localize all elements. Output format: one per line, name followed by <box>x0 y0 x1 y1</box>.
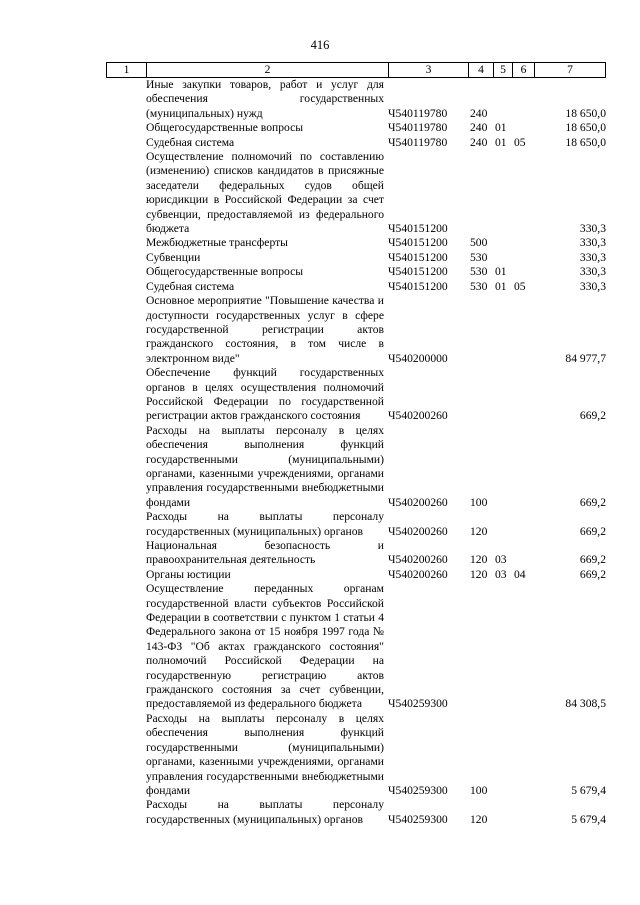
row-amount: 18 650,0 <box>565 121 606 135</box>
row-subsection: 04 <box>514 567 526 581</box>
row-expense-type: 120 <box>470 553 488 567</box>
row-expense-type: 240 <box>470 121 488 135</box>
table-row <box>106 251 606 265</box>
row-code: Ч540259300 <box>388 783 448 797</box>
row-expense-type: 530 <box>470 279 488 293</box>
row-code: Ч540200000 <box>388 351 448 365</box>
row-name: Межбюджетные трансферты <box>146 236 288 250</box>
row-name: Расходы на выплаты персоналу государственных (муниципальных) органов <box>146 510 384 538</box>
row-code: Ч540119780 <box>388 106 448 120</box>
row-name: Общегосударственные вопросы <box>146 265 304 279</box>
row-name: Расходы на выплаты персоналу в целях обеспечения выполнения функций государственными (муниципальными) органами, казенными учреждениями, органами управления государственными внебюджетными фондами <box>146 711 384 797</box>
row-section: 03 <box>495 567 507 581</box>
row-amount: 5 679,4 <box>571 783 606 797</box>
column-header-5: 5 <box>493 63 512 77</box>
row-expense-type: 530 <box>470 250 488 264</box>
row-amount: 330,3 <box>579 222 606 236</box>
table-row <box>106 280 606 294</box>
row-expense-type: 100 <box>470 783 488 797</box>
row-code: Ч540151200 <box>388 265 448 279</box>
table-body <box>106 78 606 827</box>
row-amount: 84 977,7 <box>565 351 606 365</box>
row-amount: 330,3 <box>579 236 606 250</box>
table-row <box>106 712 606 798</box>
row-expense-type: 100 <box>470 495 488 509</box>
row-expense-type: 530 <box>470 265 488 279</box>
table-row <box>106 121 606 135</box>
column-header-1: 1 <box>106 63 146 77</box>
row-code: Ч540151200 <box>388 222 448 236</box>
table-row <box>106 582 606 712</box>
table-row <box>106 798 606 827</box>
row-name: Субвенции <box>146 250 201 264</box>
row-section: 01 <box>495 121 507 135</box>
table-row <box>106 78 606 121</box>
row-code: Ч540200260 <box>388 567 448 581</box>
row-name: Расходы на выплаты персоналу государственных (муниципальных) органов <box>146 798 384 826</box>
row-amount: 330,3 <box>579 279 606 293</box>
row-subsection: 05 <box>514 279 526 293</box>
row-amount: 669,2 <box>579 524 606 538</box>
row-amount: 18 650,0 <box>565 135 606 149</box>
row-name: Осуществление переданных органам государственной власти субъектов Российской Федерации в соответствии с пунктом 1 статьи 4 Федерального закона от 15 ноября 1997 года № 143-ФЗ "Об актах гражданского состояния" полномочий Российской Федерации на государственную регистрацию актов гражданского состояния за счет субвенции, предоставляемой из федерального бюджета <box>146 582 384 711</box>
row-amount: 330,3 <box>579 250 606 264</box>
table-row <box>106 424 606 510</box>
column-header-4: 4 <box>468 63 493 77</box>
row-code: Ч540200260 <box>388 495 448 509</box>
row-amount: 330,3 <box>579 265 606 279</box>
column-header-2: 2 <box>146 63 388 77</box>
row-amount: 669,2 <box>579 553 606 567</box>
table-row <box>106 568 606 582</box>
row-code: Ч540259300 <box>388 812 448 826</box>
table-row <box>106 265 606 279</box>
table-row <box>106 294 606 366</box>
row-expense-type: 240 <box>470 106 488 120</box>
row-name: Судебная система <box>146 279 235 293</box>
row-code: Ч540200260 <box>388 553 448 567</box>
row-name: Обеспечение функций государственных органов в целях осуществления полномочий Российской Федерации по государственной регистрации актов гражданского состояния <box>146 366 384 423</box>
row-code: Ч540119780 <box>388 121 448 135</box>
row-code: Ч540151200 <box>388 279 448 293</box>
row-name: Национальная безопасность и правоохранительная деятельность <box>146 539 384 567</box>
row-expense-type: 500 <box>470 236 488 250</box>
row-name: Общегосударственные вопросы <box>146 121 304 135</box>
row-code: Ч540119780 <box>388 135 448 149</box>
row-name: Судебная система <box>146 135 235 149</box>
table-row <box>106 539 606 568</box>
row-name: Расходы на выплаты персоналу в целях обеспечения выполнения функций государственными (муниципальными) органами, казенными учреждениями, органами управления государственными внебюджетными фондами <box>146 423 384 509</box>
row-expense-type: 120 <box>470 567 488 581</box>
column-header-3: 3 <box>388 63 468 77</box>
page-number: 416 <box>310 38 330 52</box>
row-code: Ч540259300 <box>388 697 448 711</box>
row-code: Ч540200260 <box>388 409 448 423</box>
row-amount: 669,2 <box>579 495 606 509</box>
row-code: Ч540151200 <box>388 250 448 264</box>
table-header <box>106 62 606 78</box>
table-row <box>106 236 606 250</box>
table-row <box>106 150 606 236</box>
row-name: Органы юстиции <box>146 567 231 581</box>
row-amount: 18 650,0 <box>565 106 606 120</box>
table-row <box>106 136 606 150</box>
row-amount: 84 308,5 <box>565 697 606 711</box>
row-subsection: 05 <box>514 135 526 149</box>
row-code: Ч540151200 <box>388 236 448 250</box>
row-section: 01 <box>495 279 507 293</box>
row-name: Осуществление полномочий по составлению (изменению) списков кандидатов в присяжные заседатели федеральных судов общей юрисдикции в Российской Федерации за счет субвенции, предоставляемой из федерального бюджета <box>146 150 384 236</box>
row-expense-type: 240 <box>470 135 488 149</box>
row-name: Основное мероприятие "Повышение качества и доступности государственных услуг в сфере государственной регистрации актов гражданского состояния, в том числе в электронном виде" <box>146 294 384 365</box>
row-expense-type: 120 <box>470 812 488 826</box>
column-header-7: 7 <box>534 63 606 77</box>
row-name: Иные закупки товаров, работ и услуг для обеспечения государственных (муниципальных) нужд <box>146 78 384 120</box>
row-code: Ч540200260 <box>388 524 448 538</box>
row-amount: 669,2 <box>579 567 606 581</box>
table-row <box>106 366 606 424</box>
row-amount: 5 679,4 <box>571 812 606 826</box>
row-expense-type: 120 <box>470 524 488 538</box>
row-section: 01 <box>495 135 507 149</box>
row-amount: 669,2 <box>579 409 606 423</box>
row-section: 01 <box>495 265 507 279</box>
row-section: 03 <box>495 553 507 567</box>
table-row <box>106 510 606 539</box>
column-header-6: 6 <box>512 63 534 77</box>
